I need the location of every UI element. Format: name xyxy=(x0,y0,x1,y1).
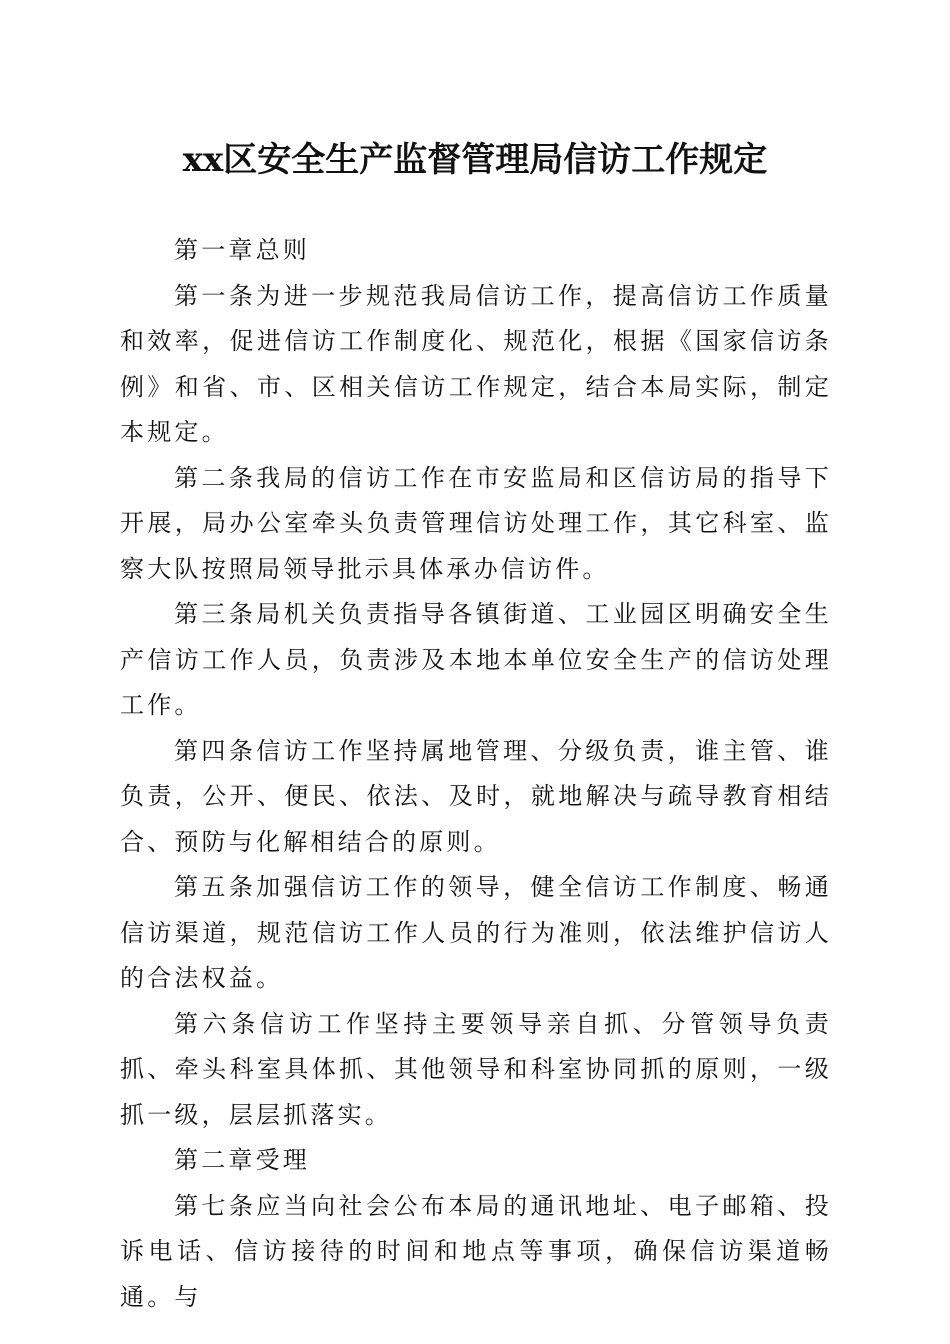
article-3: 第三条局机关负责指导各镇街道、工业园区明确安全生产信访工作人员，负责涉及本地本单位安全生产的信访处理工作。 xyxy=(120,600,832,719)
document-title: xx区安全生产监督管理局信访工作规定 xyxy=(182,140,768,180)
article-1: 第一条为进一步规范我局信访工作，提高信访工作质量和效率，促进信访工作制度化、规范化，根据《国家信访条例》和省、市、区相关信访工作规定，结合本局实际，制定本规定。 xyxy=(120,281,832,446)
document-body xyxy=(120,228,832,1320)
chapter-heading-acceptance: 第二章受理 xyxy=(174,1146,310,1174)
article-7: 第七条应当向社会公布本局的通讯地址、电子邮箱、投诉电话、信访接待的时间和地点等事项，确保信访渠道畅通。与 xyxy=(120,1191,832,1311)
article-5: 第五条加强信访工作的领导，健全信访工作制度、畅通信访渠道，规范信访工作人员的行为准则，依法维护信访人的合法权益。 xyxy=(120,873,832,992)
chapter-heading-general: 第一章总则 xyxy=(174,236,310,264)
article-4: 第四条信访工作坚持属地管理、分级负责，谁主管、谁负责，公开、便民、依法、及时，就地解决与疏导教育相结合、预防与化解相结合的原则。 xyxy=(120,736,832,856)
article-6: 第六条信访工作坚持主要领导亲自抓、分管领导负责抓、牵头科室具体抓、其他领导和科室协同抓的原则，一级抓一级，层层抓落实。 xyxy=(120,1009,832,1129)
article-2: 第二条我局的信访工作在市安监局和区信访局的指导下开展，局办公室牵头负责管理信访处理工作，其它科室、监察大队按照局领导批示具体承办信访件。 xyxy=(120,463,832,583)
